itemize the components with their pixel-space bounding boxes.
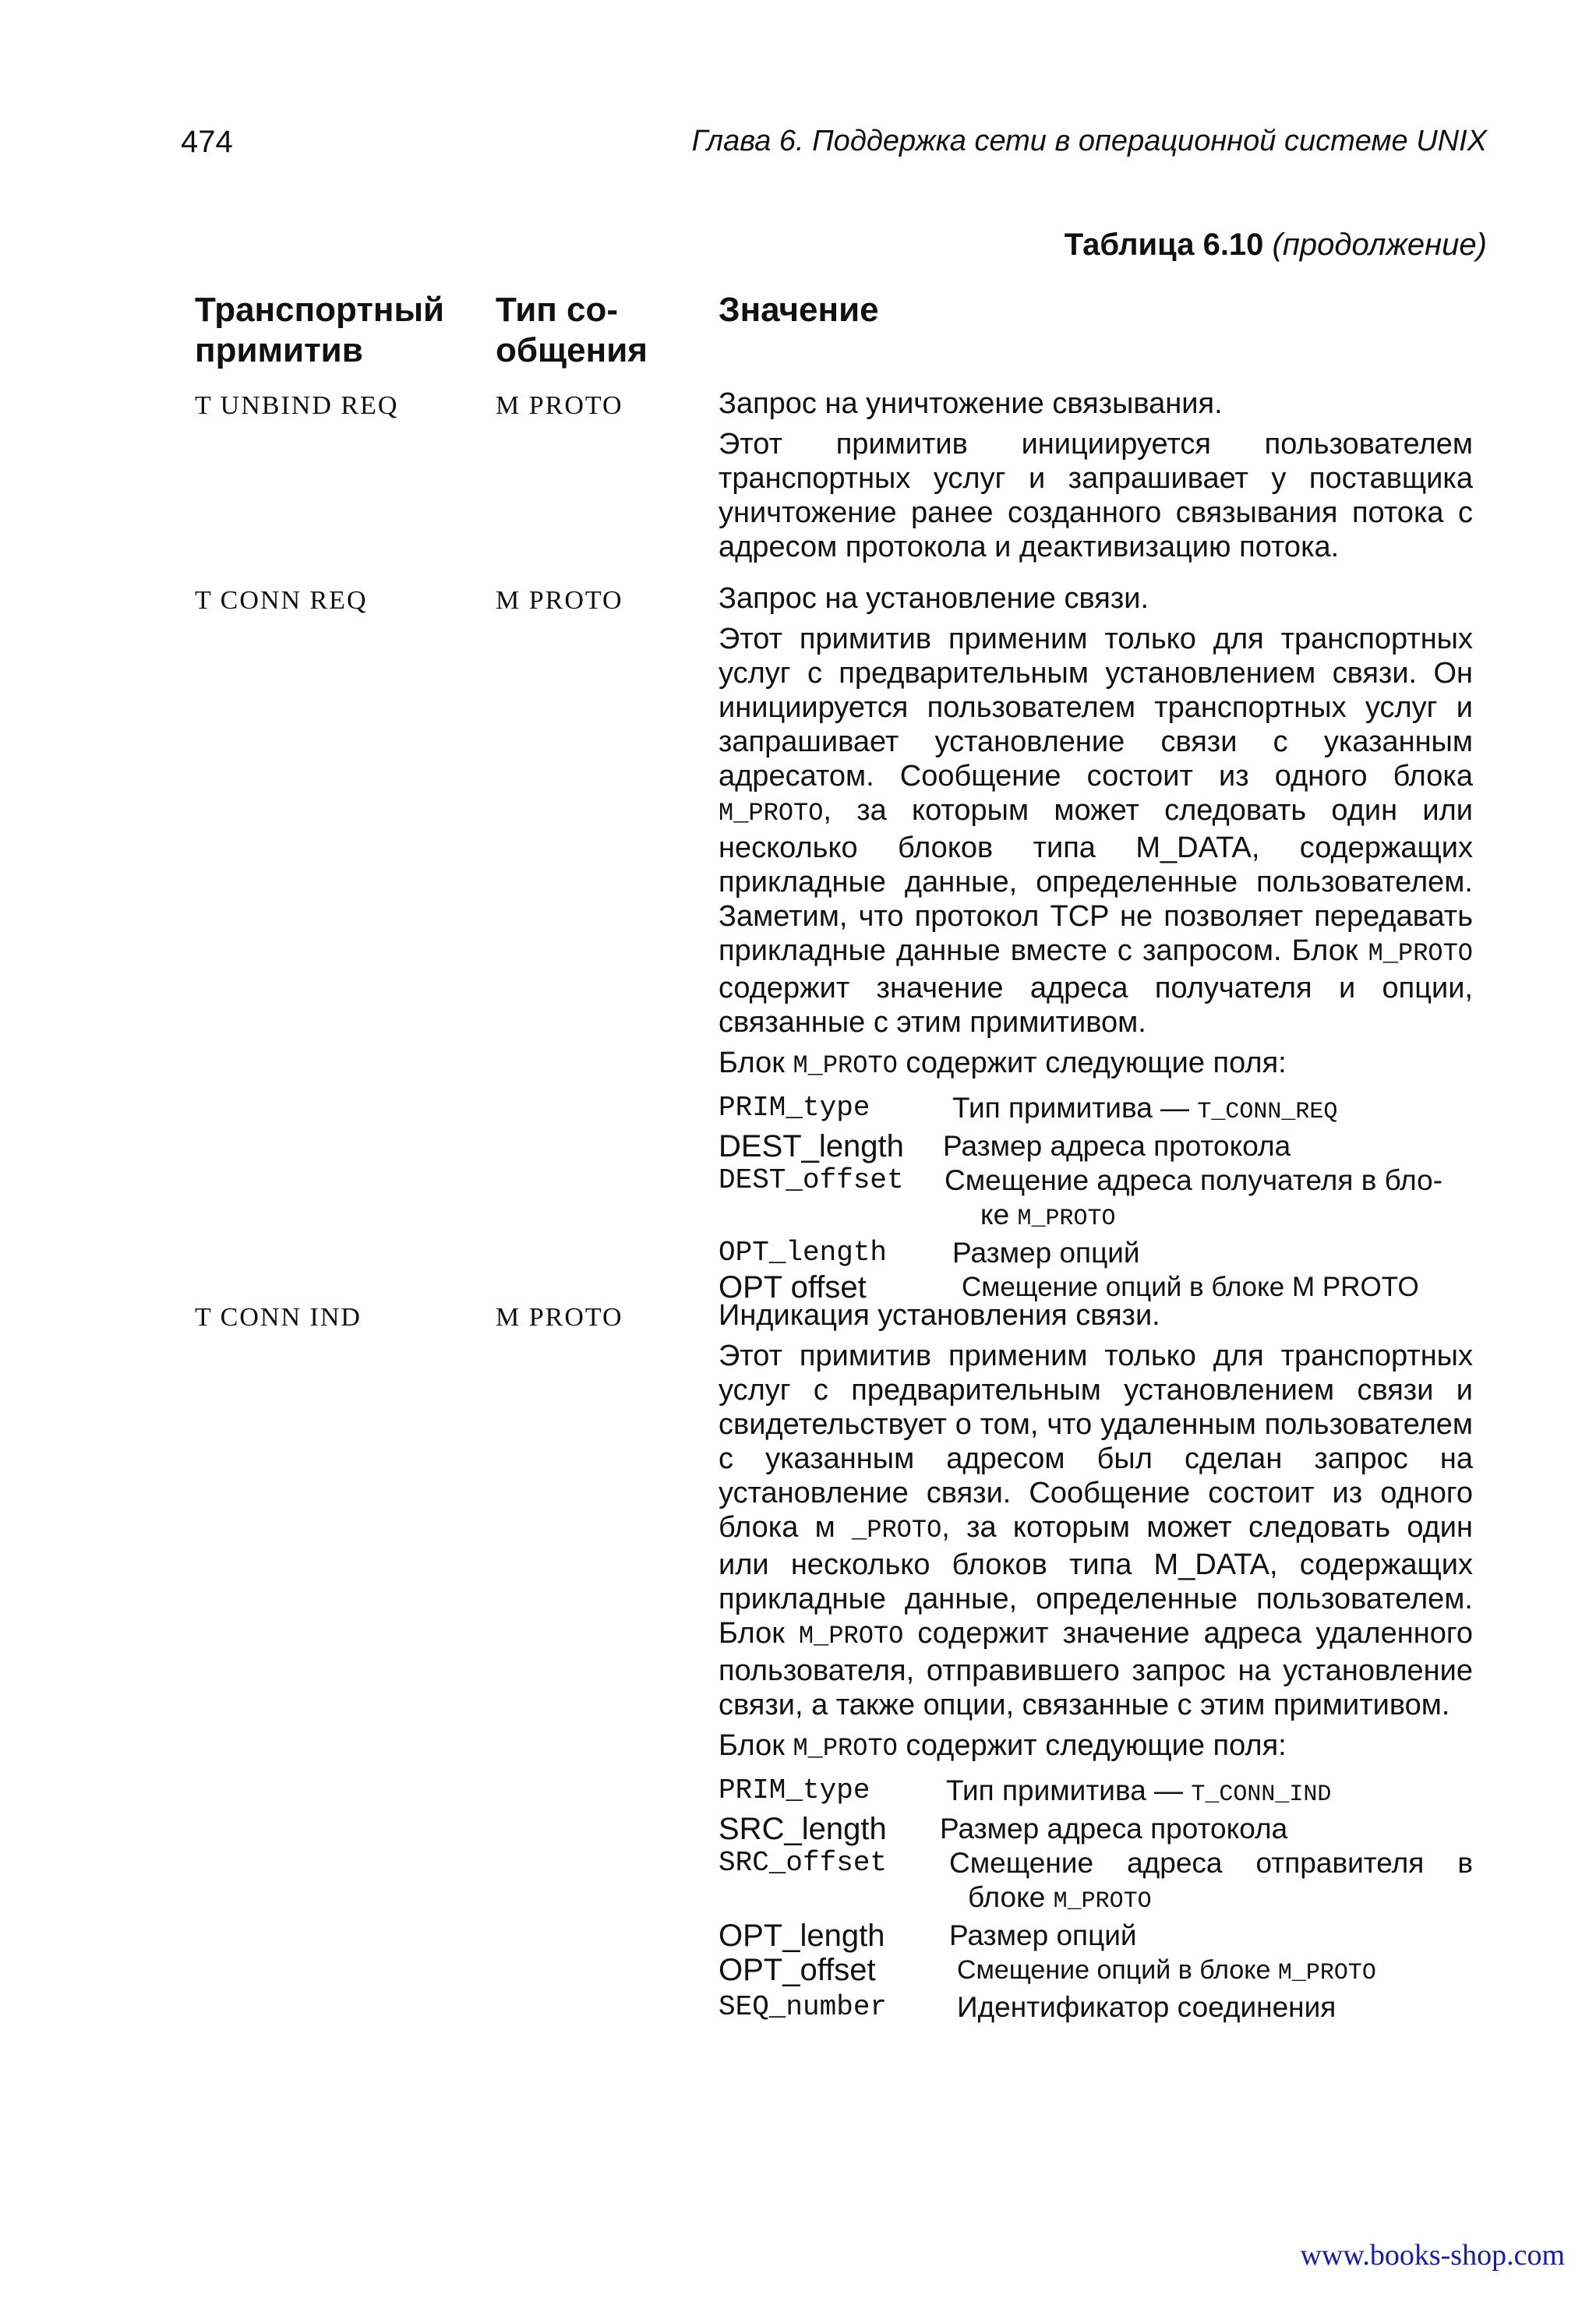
row-paragraph: Этот примитив применим только для транспортных услуг с предварительным установлением связи. Он инициируется пользователем транспортных услуг и запрашивает установление связи с указанным адресатом. Сообщение состоит из одного блока M_PROTO, за которым может следовать один или несколько блоков типа M_DATA, содержащих прикладные данные, определенные пользователем. Заметим, что протокол TCP не позволяет передавать прикладные данные вместе с запросом. Блок M_PROTO содержит значение адреса получателя и опции, связанные с этим примитивом. xyxy=(719,623,1473,1039)
row-msg-type: M PROTO xyxy=(496,1303,623,1332)
row-primitive: T CONN IND xyxy=(195,1303,362,1332)
row-description xyxy=(719,1298,1473,2025)
row-lead: Индикация установления связи. xyxy=(719,1299,1160,1332)
field-row: OPT_offset Смещение опций в блоке M_PROTO xyxy=(719,1953,1376,1987)
row-primitive: T CONN REQ xyxy=(195,586,368,615)
field-row: SRC_length Размер адреса протокола xyxy=(719,1812,1288,1846)
field-row: PRIM_type Тип примитива — T_CONN_REQ xyxy=(719,1092,1338,1125)
fields-intro: Блок M_PROTO содержит следующие поля: xyxy=(719,1047,1287,1080)
row-paragraph: Этот примитив инициируется пользователем транспортных услуг и запрашивает у поставщика уничтожение ранее созданного связывания потока с адресом протокола и деактивизацию потока. xyxy=(719,428,1473,563)
fields-intro: Блок M_PROTO содержит следующие поля: xyxy=(719,1729,1287,1763)
running-title: Глава 6. Поддержка сети в операционной системе UNIX xyxy=(691,125,1487,157)
field-row: OPT offset Смещение опций в блоке M PROTO xyxy=(719,1270,1419,1305)
table-caption xyxy=(1065,228,1487,263)
row-msg-type: M PROTO xyxy=(496,586,623,615)
row-primitive: T UNBIND REQ xyxy=(195,391,399,420)
field-list xyxy=(719,1091,1473,1305)
row-msg-type: M PROTO xyxy=(496,391,623,420)
field-row: SRC_offset Смещение адреса отправителя в xyxy=(719,1847,1473,1879)
row-lead: Запрос на установление связи. xyxy=(719,582,1149,615)
column-header-primitive: Транспортный примитив xyxy=(195,291,445,369)
page-number: 474 xyxy=(181,125,233,159)
row-paragraph: Этот примитив применим только для транспортных услуг с предварительным установлением связи и свидетельствует о том, что удаленным пользователем с указанным адресом был сделан запрос на установление связи. Сообщение состоит из одного блока м _PROTO, за которым может следовать один или несколько блоков типа M_DATA, содержащих прикладные данные, определенные пользователем. Блок M_PROTO содержит значение адреса удаленного пользователя, отправившего запрос на установление связи, а также опции, связанные с этим примитивом. xyxy=(719,1340,1474,1721)
field-row: OPT_length Размер опций xyxy=(719,1237,1140,1269)
field-list xyxy=(719,1774,1473,2025)
row-lead: Запрос на уничтожение связывания. xyxy=(719,387,1223,420)
table-caption-note: (продолжение) xyxy=(1272,228,1487,262)
field-row: DEST_offset Смещение адреса получателя в бло- xyxy=(719,1164,1443,1196)
column-header-msgtype: Тип со- общения xyxy=(496,291,648,369)
field-row: OPT_length Размер опций xyxy=(719,1919,1137,1953)
table-caption-label: Таблица 6.10 xyxy=(1064,228,1264,262)
row-description xyxy=(719,581,1473,1305)
column-header-meaning: Значение xyxy=(719,291,879,329)
footer-site: www.books-shop.com xyxy=(1300,2239,1565,2272)
field-row: ке M_PROTO xyxy=(980,1199,1116,1232)
field-row: блоке M_PROTO xyxy=(968,1881,1152,1915)
field-row: DEST_length Размер адреса протокола xyxy=(719,1129,1291,1163)
field-row: PRIM_type Тип примитива — T_CONN_IND xyxy=(719,1774,1332,1808)
field-row: SEQ_number Идентификатор соединения xyxy=(719,1991,1336,2023)
row-description xyxy=(719,387,1473,564)
